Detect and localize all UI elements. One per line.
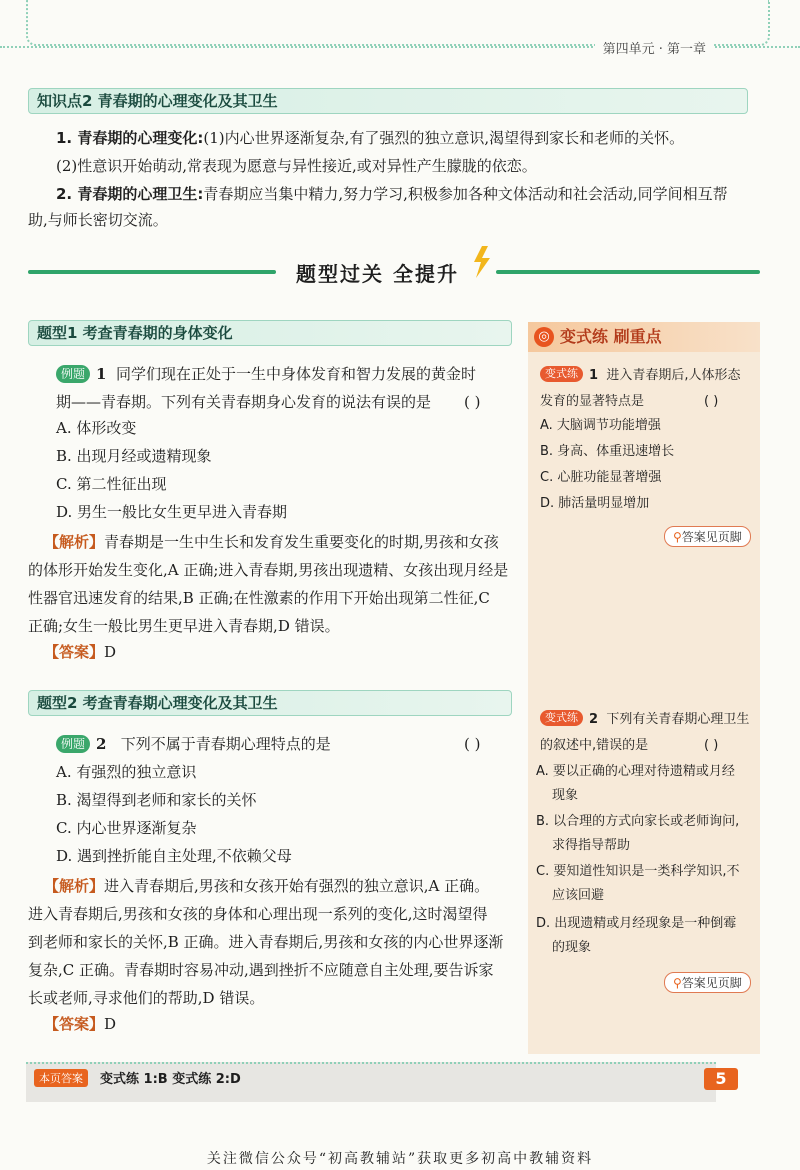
example2-answer bbox=[44, 1010, 116, 1038]
analysis-line: 到老师和家长的关怀,B 正确。进入青春期后,男孩和女孩的内心世界逐渐 bbox=[28, 933, 504, 951]
example2-analysis bbox=[44, 872, 520, 900]
example2-tag: 例题 bbox=[56, 735, 90, 753]
type1-title: 题型1 考查青春期的身体变化 bbox=[28, 320, 512, 346]
key-icon: ⚲ bbox=[673, 530, 682, 544]
analysis-line: 进入青春期后,男孩和女孩的身体和心理出现一系列的变化,这时渴望得 bbox=[28, 905, 488, 923]
page-answers: 变式练 1:B 变式练 2:D bbox=[100, 1072, 241, 1087]
chapter-label: 第四单元 · 第一章 bbox=[595, 38, 714, 57]
example2-option-c: C. 内心世界逐渐复杂 bbox=[56, 819, 197, 837]
example2-question bbox=[56, 730, 476, 758]
bottom-note: 关注微信公众号“初高教辅站”获取更多初高中教辅资料 bbox=[206, 1151, 594, 1167]
example1-option-c: C. 第二性征出现 bbox=[56, 475, 167, 493]
variant1-number: 1 bbox=[589, 368, 599, 383]
variant2-number: 2 bbox=[589, 712, 599, 727]
analysis-line: 长或老师,寻求他们的帮助,D 错误。 bbox=[28, 989, 265, 1007]
example1-answer-paren: ( ) bbox=[464, 393, 481, 411]
analysis-tag: 【解析】 bbox=[44, 877, 105, 895]
knowledge-p2: (2)性意识开始萌动,常表现为愿意与异性接近,或对异性产生朦胧的依恋。 bbox=[56, 157, 537, 175]
variant1-option-a: A. 大脑调节功能增强 bbox=[540, 418, 661, 433]
type2-title: 题型2 考查青春期心理变化及其卫生 bbox=[28, 690, 512, 716]
example2-option-a: A. 有强烈的独立意识 bbox=[56, 763, 197, 781]
variant1-tag: 变式练 bbox=[540, 366, 583, 382]
example2-number: 2 bbox=[96, 735, 107, 753]
page-number: 5 bbox=[704, 1068, 738, 1090]
section-line-left bbox=[28, 270, 276, 274]
answer-value: D bbox=[104, 643, 117, 661]
example1-analysis bbox=[44, 528, 520, 556]
example1-option-a: A. 体形改变 bbox=[56, 419, 137, 437]
variant2-option-c-cont: 应该回避 bbox=[552, 888, 605, 903]
key-icon: ⚲ bbox=[673, 976, 682, 990]
variant2-question bbox=[540, 706, 760, 734]
example2-option-d: D. 遇到挫折能自主处理,不依赖父母 bbox=[56, 847, 292, 865]
variant2-answer-paren: ( ) bbox=[704, 738, 719, 753]
example1-option-d: D. 男生一般比女生更早进入青春期 bbox=[56, 503, 288, 521]
answer-value: D bbox=[104, 1015, 117, 1033]
side-panel-title: 变式练 刷重点 bbox=[528, 322, 760, 352]
variant2-option-a-cont: 现象 bbox=[552, 788, 579, 803]
knowledge-p3-cont: 助,与师长密切交流。 bbox=[28, 211, 168, 229]
knowledge-point-title: 知识点2 青春期的心理变化及其卫生 bbox=[28, 88, 748, 114]
variant2-option-a: A. 要以正确的心理对待遗精或月经 bbox=[536, 764, 735, 779]
page-answer-tag: 本页答案 bbox=[34, 1069, 88, 1087]
example1-q2: 期——青春期。下列有关青春期身心发育的说法有误的是 bbox=[56, 393, 432, 411]
variant1-option-c: C. 心脏功能显著增强 bbox=[540, 470, 662, 485]
variant2-option-b: B. 以合理的方式向家长或老师询问, bbox=[536, 814, 740, 829]
lightning-icon bbox=[470, 246, 492, 278]
knowledge-p3 bbox=[56, 180, 766, 208]
variant2-answer-label: 答案见页脚 bbox=[681, 976, 742, 990]
variant2-q2: 的叙述中,错误的是 bbox=[540, 738, 649, 753]
variant1-answer-label: 答案见页脚 bbox=[681, 530, 742, 544]
variant2-option-b-cont: 求得指导帮助 bbox=[552, 838, 631, 853]
example1-number: 1 bbox=[96, 365, 107, 383]
variant1-answer-button[interactable] bbox=[664, 526, 751, 547]
analysis-tag: 【解析】 bbox=[44, 533, 105, 551]
answer-tag: 【答案】 bbox=[44, 643, 105, 661]
knowledge-p3-label: 2. 青春期的心理卫生: bbox=[56, 185, 204, 203]
analysis-line: 复杂,C 正确。青春期时容易冲动,遇到挫折不应随意自主处理,要告诉家 bbox=[28, 961, 494, 979]
example1-tag: 例题 bbox=[56, 365, 90, 383]
variant1-option-d: D. 肺活量明显增加 bbox=[540, 496, 650, 511]
variant2-option-c: C. 要知道性知识是一类科学知识,不 bbox=[536, 864, 740, 879]
analysis-line: 性器官迅速发育的结果,B 正确;在性激素的作用下开始出现第二性征,C bbox=[28, 589, 490, 607]
variant1-option-b: B. 身高、体重迅速增长 bbox=[540, 444, 675, 459]
example1-q1: 同学们现在正处于一生中身体发育和智力发展的黄金时 bbox=[116, 365, 477, 383]
variant1-answer-paren: ( ) bbox=[704, 394, 719, 409]
example1-answer bbox=[44, 638, 116, 666]
example1-question bbox=[56, 360, 516, 388]
variant1-q1: 进入青春期后,人体形态 bbox=[606, 368, 741, 383]
answer-tag: 【答案】 bbox=[44, 1015, 105, 1033]
analysis-line: 进入青春期后,男孩和女孩开始有强烈的独立意识,A 正确。 bbox=[104, 877, 490, 895]
analysis-line: 正确;女生一般比男生更早进入青春期,D 错误。 bbox=[28, 617, 340, 635]
knowledge-p1-text: (1)内心世界逐渐复杂,有了强烈的独立意识,渴望得到家长和老师的关怀。 bbox=[203, 129, 685, 147]
example2-q1: 下列不属于青春期心理特点的是 bbox=[120, 735, 331, 753]
variant2-answer-button[interactable] bbox=[664, 972, 751, 993]
example2-answer-paren: ( ) bbox=[464, 735, 481, 753]
variant2-tag: 变式练 bbox=[540, 710, 583, 726]
example2-option-b: B. 渴望得到老师和家长的关怀 bbox=[56, 791, 257, 809]
analysis-line: 的体形开始发生变化,A 正确;进入青春期,男孩出现遗精、女孩出现月经是 bbox=[28, 561, 509, 579]
variant2-option-d-cont: 的现象 bbox=[552, 940, 592, 955]
section-title: 题型过关 全提升 bbox=[296, 262, 459, 286]
variant2-option-d: D. 出现遗精或月经现象是一种倒霉 bbox=[536, 916, 737, 931]
variant2-q1: 下列有关青春期心理卫生 bbox=[606, 712, 750, 727]
section-line-right bbox=[496, 270, 760, 274]
variant1-q2: 发育的显著特点是 bbox=[540, 394, 645, 409]
knowledge-p1 bbox=[56, 124, 756, 152]
knowledge-p3-text: 青春期应当集中精力,努力学习,积极参加各种文体活动和社会活动,同学间相互帮 bbox=[203, 185, 728, 203]
analysis-line: 青春期是一生中生长和发育发生重要变化的时期,男孩和女孩 bbox=[104, 533, 499, 551]
knowledge-p1-label: 1. 青春期的心理变化: bbox=[56, 129, 204, 147]
example1-option-b: B. 出现月经或遗精现象 bbox=[56, 447, 212, 465]
target-icon: ◎ bbox=[534, 327, 554, 347]
variant1-question bbox=[540, 362, 760, 390]
